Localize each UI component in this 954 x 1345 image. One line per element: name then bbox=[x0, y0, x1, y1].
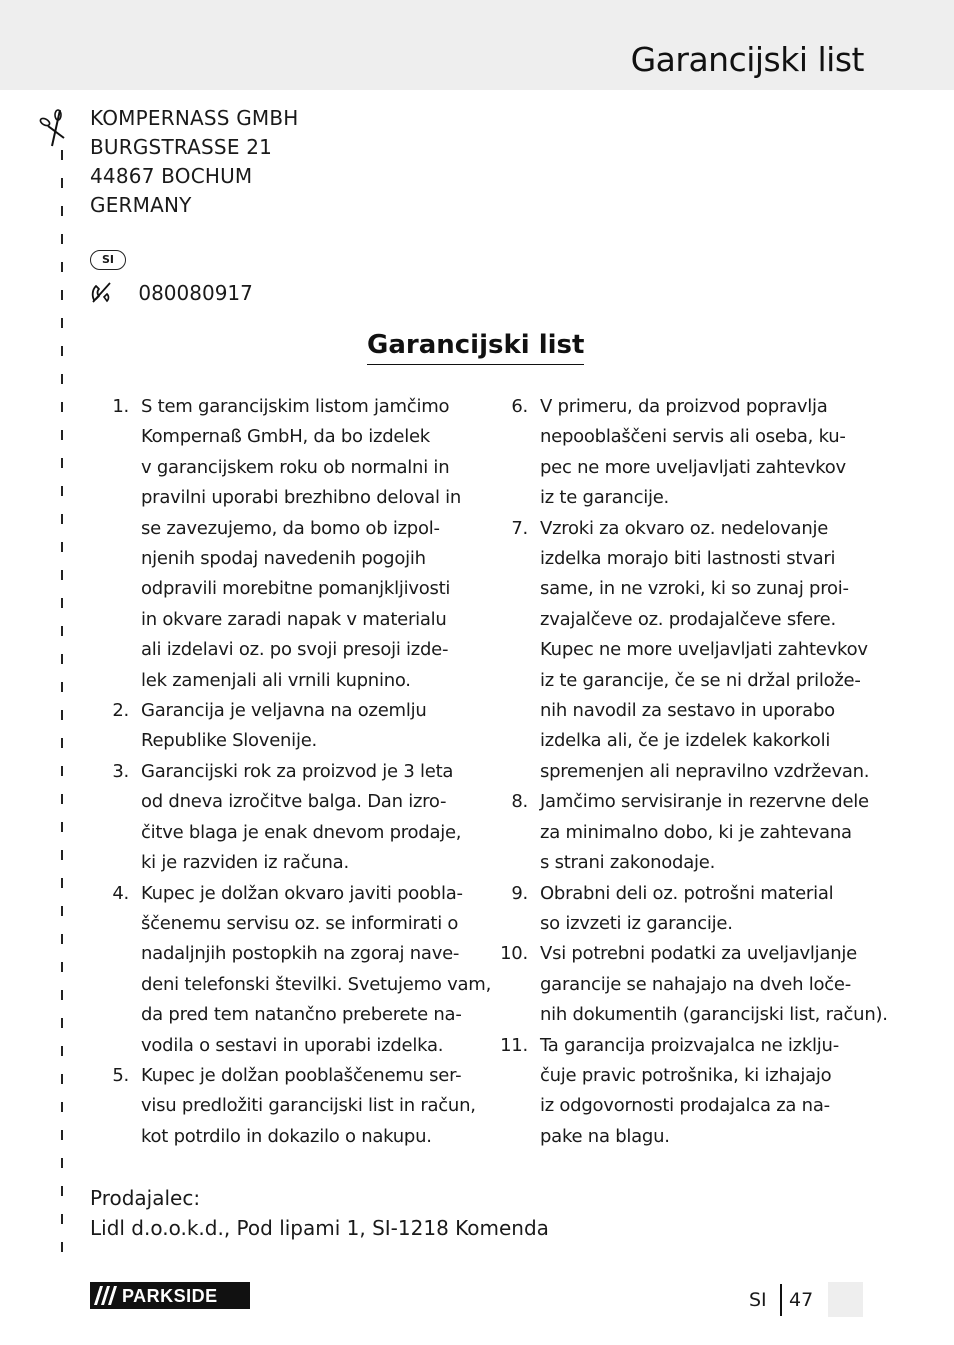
item-line: iz te garancije, če se ni držal prilože- bbox=[540, 669, 861, 691]
main-heading: Garancijski list bbox=[367, 330, 584, 365]
item-text bbox=[141, 879, 491, 1061]
item-line: Jamčimo servisiranje in rezervne dele bbox=[540, 791, 869, 813]
seller-label: Prodajalec: bbox=[90, 1186, 201, 1210]
item-line: same, in ne vzroki, ki so zunaj proi- bbox=[540, 578, 849, 600]
item-line: iz odgovornosti prodajalca za na- bbox=[540, 1095, 830, 1117]
address-line: 44867 BOCHUM bbox=[90, 164, 253, 188]
item-line: ki je razviden iz računa. bbox=[141, 852, 349, 874]
cut-line bbox=[61, 150, 63, 1270]
address-line: BURGSTRASSE 21 bbox=[90, 135, 273, 159]
item-line: odpravili morebitne pomanjkljivosti bbox=[141, 578, 451, 600]
item-line: čuje pravic potrošnika, ki izhajajo bbox=[540, 1064, 832, 1086]
list-item bbox=[108, 1061, 476, 1152]
item-text bbox=[141, 392, 473, 696]
item-number: 9. bbox=[511, 882, 528, 904]
page-number: 47 bbox=[789, 1289, 814, 1311]
item-line: pravilni uporabi brezhibno deloval in bbox=[141, 487, 462, 509]
address-line: GERMANY bbox=[90, 193, 192, 217]
item-number: 3. bbox=[112, 760, 129, 782]
item-line: Kupec je dolžan pooblaščenemu ser- bbox=[141, 1064, 462, 1086]
item-line: vodila o sestavi in uporabi izdelka. bbox=[141, 1034, 444, 1056]
item-line: in okvare zaradi napak v materialu bbox=[141, 608, 447, 630]
item-line: nih dokumentih (garancijski list, račun). bbox=[540, 1004, 888, 1026]
item-line: s strani zakonodaje. bbox=[540, 852, 716, 874]
item-line: Vzroki za okvaro oz. nedelovanje bbox=[540, 517, 829, 539]
item-line: da pred tem natančno preberete na- bbox=[141, 1004, 462, 1026]
item-line: S tem garancijskim listom jamčimo bbox=[141, 396, 450, 417]
item-line: izdelka morajo biti lastnosti stvari bbox=[540, 548, 836, 570]
item-line: ščenemu servisu oz. se informirati o bbox=[141, 912, 459, 934]
item-number: 5. bbox=[112, 1064, 129, 1086]
parkside-logo bbox=[90, 1282, 250, 1309]
item-line: izdelka ali, če je izdelek kakorkoli bbox=[540, 730, 831, 752]
item-line: njenih spodaj navedenih pogojih bbox=[141, 548, 426, 570]
item-line: Vsi potrebni podatki za uveljavljanje bbox=[540, 943, 857, 965]
phone-row bbox=[90, 280, 253, 306]
item-line: V primeru, da proizvod popravlja bbox=[540, 396, 828, 417]
warranty-terms-right bbox=[488, 392, 888, 1152]
item-line: spremenjen ali nepravilno vzdrževan. bbox=[540, 760, 870, 782]
list-item bbox=[488, 939, 888, 1030]
phone-number: 080080917 bbox=[138, 281, 253, 305]
item-line: nih navodil za sestavo in uporabo bbox=[540, 700, 835, 722]
item-text bbox=[141, 1061, 476, 1152]
page-header-title: Garancijski list bbox=[630, 40, 864, 79]
item-line: zvajalčeve oz. prodajalčeve sfere. bbox=[540, 608, 836, 630]
phone-icon bbox=[90, 281, 112, 303]
item-line: Ta garancija proizvajalca ne izklju- bbox=[540, 1034, 839, 1056]
list-item bbox=[108, 392, 473, 696]
item-line: Kupec je dolžan okvaro javiti poobla- bbox=[141, 882, 463, 904]
item-line: pec ne more uveljavljati zahtevkov bbox=[540, 456, 846, 478]
item-line: so izvzeti iz garancije. bbox=[540, 912, 733, 934]
item-number: 2. bbox=[112, 700, 129, 722]
item-line: Kupec ne more uveljavljati zahtevkov bbox=[540, 639, 868, 661]
item-line: nepooblaščeni servis ali oseba, ku- bbox=[540, 426, 846, 448]
item-line: ali izdelavi oz. po svoji presoji izde- bbox=[141, 639, 449, 661]
warranty-terms-left bbox=[108, 392, 492, 1152]
item-number: 10. bbox=[500, 943, 528, 965]
country-badge: SI bbox=[90, 250, 126, 270]
list-item bbox=[488, 514, 873, 788]
item-text bbox=[141, 696, 473, 757]
item-line: lek zamenjali ali vrnili kupnino. bbox=[141, 669, 411, 691]
item-line: od dneva izročitve balga. Dan izro- bbox=[141, 791, 447, 813]
list-item bbox=[108, 757, 473, 879]
item-line: kot potrdilo in dokazilo o nakupu. bbox=[141, 1125, 432, 1147]
seller-value: Lidl d.o.o.k.d., Pod lipami 1, SI-1218 Komenda bbox=[90, 1216, 549, 1240]
manufacturer-address bbox=[90, 104, 299, 220]
item-line: za minimalno dobo, ki je zahtevana bbox=[540, 821, 852, 843]
item-line: Republike Slovenije. bbox=[141, 730, 317, 752]
item-text bbox=[540, 514, 873, 788]
item-number: 8. bbox=[511, 791, 528, 813]
item-text bbox=[540, 879, 873, 940]
item-text bbox=[540, 939, 888, 1030]
brand-logo-text: PARKSIDE bbox=[122, 1286, 218, 1306]
item-number: 6. bbox=[511, 396, 528, 417]
seller-info bbox=[90, 1183, 549, 1243]
item-text bbox=[540, 1031, 873, 1153]
list-item bbox=[488, 1031, 873, 1153]
item-line: deni telefonski številki. Svetujemo vam, bbox=[141, 973, 492, 995]
footer-tab-box bbox=[828, 1282, 863, 1317]
item-number: 4. bbox=[112, 882, 129, 904]
list-item bbox=[488, 787, 873, 878]
scissors-icon bbox=[38, 108, 68, 148]
item-line: nadaljnjih postopkih na zgoraj nave- bbox=[141, 943, 460, 965]
item-line: iz te garancije. bbox=[540, 487, 670, 509]
item-line: Garancija je veljavna na ozemlju bbox=[141, 700, 427, 722]
item-number: 7. bbox=[511, 517, 528, 539]
list-item bbox=[488, 879, 873, 940]
list-item bbox=[488, 392, 873, 514]
item-line: garancije se nahajajo na dveh loče- bbox=[540, 973, 851, 995]
item-line: Kompernaß GmbH, da bo izdelek bbox=[141, 426, 430, 448]
item-text bbox=[540, 787, 873, 878]
address-line: KOMPERNASS GMBH bbox=[90, 106, 299, 130]
list-item bbox=[108, 879, 492, 1061]
item-number: 11. bbox=[500, 1034, 528, 1056]
item-line: pake na blagu. bbox=[540, 1125, 670, 1147]
item-text bbox=[540, 392, 873, 514]
item-line: v garancijskem roku ob normalni in bbox=[141, 456, 450, 478]
footer-divider bbox=[780, 1284, 782, 1316]
item-line: čitve blaga je enak dnevom prodaje, bbox=[141, 821, 462, 843]
item-number: 1. bbox=[112, 396, 129, 417]
list-item bbox=[108, 696, 473, 757]
item-text bbox=[141, 757, 473, 879]
item-line: Garancijski rok za proizvod je 3 leta bbox=[141, 760, 454, 782]
item-line: visu predložiti garancijski list in račun, bbox=[141, 1095, 476, 1117]
item-line: se zavezujemo, da bomo ob izpol- bbox=[141, 517, 440, 539]
item-line: Obrabni deli oz. potrošni material bbox=[540, 882, 834, 904]
footer-language: SI bbox=[749, 1289, 767, 1311]
